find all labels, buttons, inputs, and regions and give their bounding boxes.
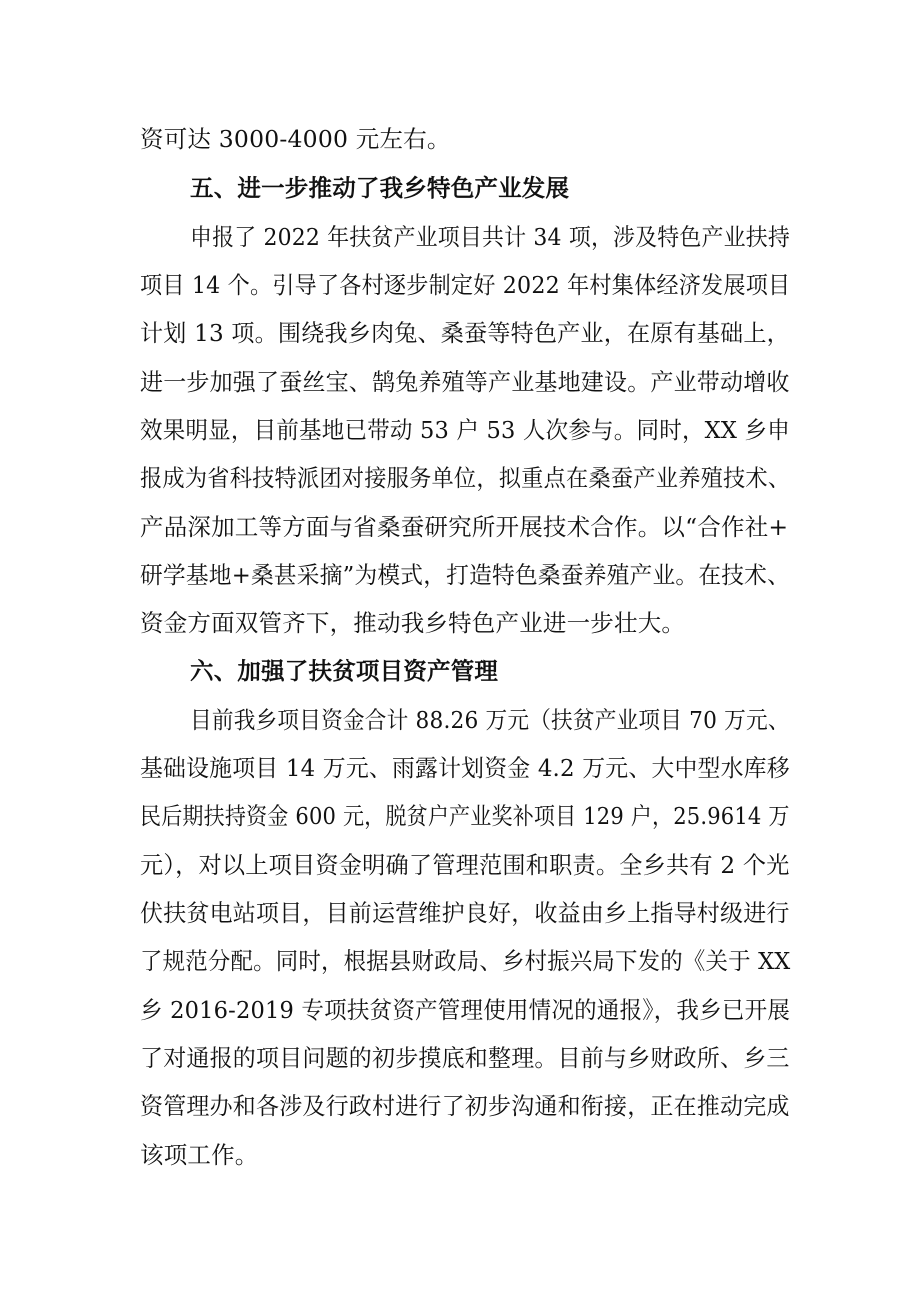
paragraph-line: 研学基地+桑甚采摘”为模式，打造特色桑蚕养殖产业。在技术、: [140, 561, 791, 589]
paragraph-line: 报成为省科技特派团对接服务单位，拟重点在桑蚕产业养殖技术、: [140, 464, 791, 492]
paragraph-line: 伏扶贫电站项目，目前运营维护良好，收益由乡上指导村级进行: [140, 899, 790, 927]
paragraph-line: 申报了 2022 年扶贫产业项目共计 34 项，涉及特色产业扶持: [190, 223, 790, 251]
paragraph-line: 项目 14 个。引导了各村逐步制定好 2022 年村集体经济发展项目: [140, 271, 791, 299]
paragraph-line: 资金方面双管齐下，推动我乡特色产业进一步壮大。: [140, 609, 686, 637]
paragraph-line: 目前我乡项目资金合计 88.26 万元（扶贫产业项目 70 万元、: [190, 706, 790, 734]
paragraph-line: 乡 2016-2019 专项扶贫资产管理使用情况的通报》，我乡已开展: [140, 996, 791, 1024]
paragraph-line: 进一步加强了蚕丝宝、鹄兔养殖等产业基地建设。产业带动增收: [140, 368, 790, 396]
paragraph-line: 产品深加工等方面与省桑蚕研究所开展技术合作。以“合作社+: [140, 513, 789, 541]
paragraph-line: 了对通报的项目问题的初步摸底和整理。目前与乡财政所、乡三: [140, 1044, 790, 1072]
section-heading-5: 五、进一步推动了我乡特色产业发展: [190, 174, 570, 202]
paragraph-line: 元），对以上项目资金明确了管理范围和职责。全乡共有 2 个光: [140, 851, 790, 879]
section-heading-6: 六、加强了扶贫项目资产管理: [190, 657, 499, 685]
paragraph-line: 效果明显，目前基地已带动 53 户 53 人次参与。同时，XX 乡申: [140, 416, 790, 444]
paragraph-line: 计划 13 项。围绕我乡肉兔、桑蚕等特色产业，在原有基础上，: [140, 319, 790, 347]
paragraph-line: 了规范分配。同时，根据县财政局、乡村振兴局下发的《关于 XX: [140, 947, 791, 975]
paragraph-line: 基础设施项目 14 万元、雨露计划资金 4.2 万元、大中型水库移: [140, 754, 790, 782]
paragraph-line: 该项工作。: [140, 1141, 259, 1169]
paragraph-line: 民后期扶持资金 600 元，脱贫户产业奖补项目 129 户，25.9614 万: [140, 802, 790, 830]
paragraph-continuation-line: 资可达 3000-4000 元左右。: [140, 125, 451, 153]
paragraph-line: 资管理办和各涉及行政村进行了初步沟通和衔接，正在推动完成: [140, 1092, 790, 1120]
